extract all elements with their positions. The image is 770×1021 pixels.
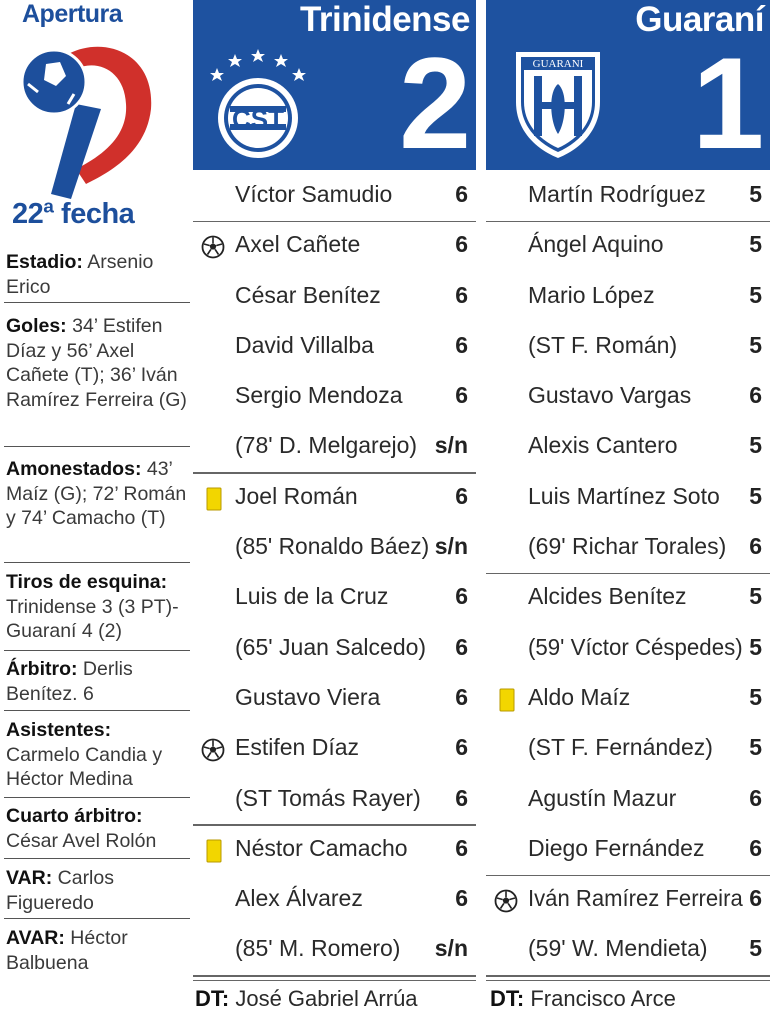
player-rating: 6 bbox=[455, 281, 468, 308]
player-rating: 6 bbox=[455, 482, 468, 509]
player-row bbox=[486, 222, 770, 272]
player-row bbox=[193, 725, 476, 775]
player-name: (65' Juan Salcedo) bbox=[235, 633, 427, 660]
player-rating: 5 bbox=[749, 181, 762, 207]
goal-ball-icon bbox=[201, 235, 225, 259]
divider bbox=[4, 446, 190, 447]
info-fourth-official: Cuarto árbitro: César Avel Rolón bbox=[6, 805, 157, 852]
player-rating: 6 bbox=[455, 834, 468, 861]
player-row bbox=[193, 826, 476, 876]
apertura-logo-icon bbox=[16, 34, 156, 204]
yellow-card-icon bbox=[201, 839, 225, 863]
player-rating: 6 bbox=[455, 231, 468, 258]
player-name: Ángel Aquino bbox=[528, 231, 664, 258]
info-avar: AVAR: Héctor Balbuena bbox=[6, 927, 128, 974]
player-row bbox=[193, 474, 476, 524]
away-lineup bbox=[486, 172, 770, 977]
home-team-header bbox=[193, 0, 476, 176]
player-row bbox=[486, 725, 770, 775]
player-row bbox=[486, 373, 770, 423]
player-rating: 6 bbox=[455, 734, 468, 761]
yellow-card-icon bbox=[494, 688, 518, 712]
player-rating: 6 bbox=[455, 683, 468, 710]
player-name: Agustín Mazur bbox=[528, 784, 677, 811]
player-row bbox=[193, 273, 476, 323]
home-team-name: Trinidense bbox=[299, 0, 470, 39]
player-name: (ST F. Román) bbox=[528, 331, 678, 358]
player-rating: 6 bbox=[455, 382, 468, 409]
player-rating: 6 bbox=[455, 885, 468, 912]
player-name: (59' Víctor Céspedes) bbox=[528, 633, 743, 660]
player-rating: 5 bbox=[749, 331, 762, 358]
player-row bbox=[486, 474, 770, 524]
divider bbox=[4, 918, 190, 919]
divider bbox=[4, 562, 190, 563]
player-rating: 5 bbox=[749, 734, 762, 761]
divider bbox=[486, 980, 770, 981]
player-name: Alcides Benítez bbox=[528, 583, 687, 610]
player-name: Estifen Díaz bbox=[235, 734, 359, 761]
player-row bbox=[193, 423, 476, 473]
player-name: Sergio Mendoza bbox=[235, 382, 403, 409]
svg-text:CST: CST bbox=[232, 104, 284, 134]
player-rating: 6 bbox=[455, 181, 468, 207]
player-row bbox=[486, 826, 770, 876]
player-name: David Villalba bbox=[235, 331, 374, 358]
player-name: Gustavo Viera bbox=[235, 683, 381, 710]
player-rating: s/n bbox=[434, 533, 468, 560]
divider bbox=[193, 980, 476, 981]
player-rating: 6 bbox=[749, 382, 762, 409]
player-row bbox=[193, 172, 476, 222]
goal-ball-icon bbox=[201, 738, 225, 762]
round-label: 22ª fecha bbox=[12, 198, 135, 230]
player-row bbox=[486, 273, 770, 323]
player-rating: 5 bbox=[749, 482, 762, 509]
info-stadium: Estadio: Arsenio Erico bbox=[6, 251, 154, 298]
goal-ball-icon bbox=[494, 889, 518, 913]
away-score: 1 bbox=[692, 30, 765, 176]
player-row bbox=[193, 524, 476, 574]
player-name: César Benítez bbox=[235, 281, 381, 308]
player-name: Axel Cañete bbox=[235, 231, 361, 258]
player-row bbox=[486, 423, 770, 473]
player-rating: 5 bbox=[749, 432, 762, 459]
player-row bbox=[486, 172, 770, 222]
player-name: Iván Ramírez Ferreira bbox=[528, 885, 743, 912]
player-name: Aldo Maíz bbox=[528, 683, 631, 710]
player-row bbox=[193, 574, 476, 624]
player-name: Gustavo Vargas bbox=[528, 382, 692, 409]
player-row bbox=[486, 323, 770, 373]
player-rating: 6 bbox=[455, 633, 468, 660]
player-row bbox=[193, 323, 476, 373]
player-name: Mario López bbox=[528, 281, 655, 308]
info-cautions: Amonestados: 43’ Maíz (G); 72’ Román y 74’ Camacho (T) bbox=[6, 458, 187, 529]
player-row bbox=[193, 373, 476, 423]
divider bbox=[4, 650, 190, 651]
player-row bbox=[193, 926, 476, 976]
info-corners: Tiros de esquina: Trinidense 3 (3 PT)-Guaraní 4 (2) bbox=[6, 571, 179, 642]
player-row bbox=[486, 574, 770, 624]
away-coach: DT: Francisco Arce bbox=[490, 986, 676, 1011]
player-rating: 6 bbox=[749, 885, 762, 912]
player-name: (ST Tomás Rayer) bbox=[235, 784, 421, 811]
guarani-crest-icon bbox=[508, 42, 608, 162]
player-rating: 5 bbox=[749, 583, 762, 610]
svg-text:GUARANI: GUARANI bbox=[532, 58, 584, 70]
player-rating: 5 bbox=[749, 935, 762, 962]
player-row bbox=[193, 222, 476, 272]
divider bbox=[4, 858, 190, 859]
player-name: (85' Ronaldo Báez) bbox=[235, 533, 430, 560]
match-info-column bbox=[0, 0, 192, 1021]
divider bbox=[4, 797, 190, 798]
player-rating: 5 bbox=[749, 231, 762, 258]
home-score: 2 bbox=[399, 30, 472, 176]
player-rating: 5 bbox=[749, 633, 762, 660]
competition-name: Apertura bbox=[22, 0, 123, 28]
player-row bbox=[486, 926, 770, 976]
player-rating: 6 bbox=[455, 784, 468, 811]
info-goals: Goles: 34’ Estifen Díaz y 56’ Axel Cañete (T); 36’ Iván Ramírez Ferreira (G) bbox=[6, 315, 187, 411]
player-name: Alex Álvarez bbox=[235, 885, 363, 912]
player-rating: 6 bbox=[455, 331, 468, 358]
player-name: (ST F. Fernández) bbox=[528, 734, 713, 761]
player-row bbox=[193, 776, 476, 826]
player-rating: 6 bbox=[749, 533, 762, 560]
divider bbox=[4, 710, 190, 711]
yellow-card-icon bbox=[201, 487, 225, 511]
player-rating: 6 bbox=[749, 784, 762, 811]
player-row bbox=[193, 625, 476, 675]
player-row bbox=[486, 876, 770, 926]
player-row bbox=[486, 625, 770, 675]
player-rating: 5 bbox=[749, 683, 762, 710]
player-rating: 5 bbox=[749, 281, 762, 308]
player-name: (85' M. Romero) bbox=[235, 935, 401, 962]
player-name: Víctor Samudio bbox=[235, 181, 393, 207]
player-rating: s/n bbox=[434, 432, 468, 459]
info-var: VAR: Carlos Figueredo bbox=[6, 867, 114, 914]
player-name: Diego Fernández bbox=[528, 834, 705, 861]
home-coach: DT: José Gabriel Arrúa bbox=[195, 986, 418, 1011]
player-name: Luis Martínez Soto bbox=[528, 482, 720, 509]
away-team-name: Guaraní bbox=[635, 0, 764, 39]
trinidense-crest-icon bbox=[203, 40, 313, 160]
player-rating: s/n bbox=[434, 935, 468, 962]
home-lineup bbox=[193, 172, 476, 977]
info-referee: Árbitro: Derlis Benítez. 6 bbox=[6, 658, 133, 705]
away-team-header bbox=[486, 0, 770, 176]
divider bbox=[4, 302, 190, 303]
player-name: Néstor Camacho bbox=[235, 834, 408, 861]
player-row bbox=[193, 675, 476, 725]
player-name: (78' D. Melgarejo) bbox=[235, 432, 418, 459]
player-row bbox=[486, 524, 770, 574]
info-assistants: Asistentes: Carmelo Candia y Héctor Medina bbox=[6, 719, 163, 790]
player-name: Martín Rodríguez bbox=[528, 181, 706, 207]
player-name: Joel Román bbox=[235, 482, 358, 509]
player-name: Alexis Cantero bbox=[528, 432, 678, 459]
player-name: Luis de la Cruz bbox=[235, 583, 389, 610]
player-row bbox=[486, 776, 770, 826]
player-name: (69' Richar Torales) bbox=[528, 533, 727, 560]
player-name: (59' W. Mendieta) bbox=[528, 935, 708, 962]
player-rating: 6 bbox=[455, 583, 468, 610]
player-row bbox=[193, 876, 476, 926]
player-rating: 6 bbox=[749, 834, 762, 861]
player-row bbox=[486, 675, 770, 725]
